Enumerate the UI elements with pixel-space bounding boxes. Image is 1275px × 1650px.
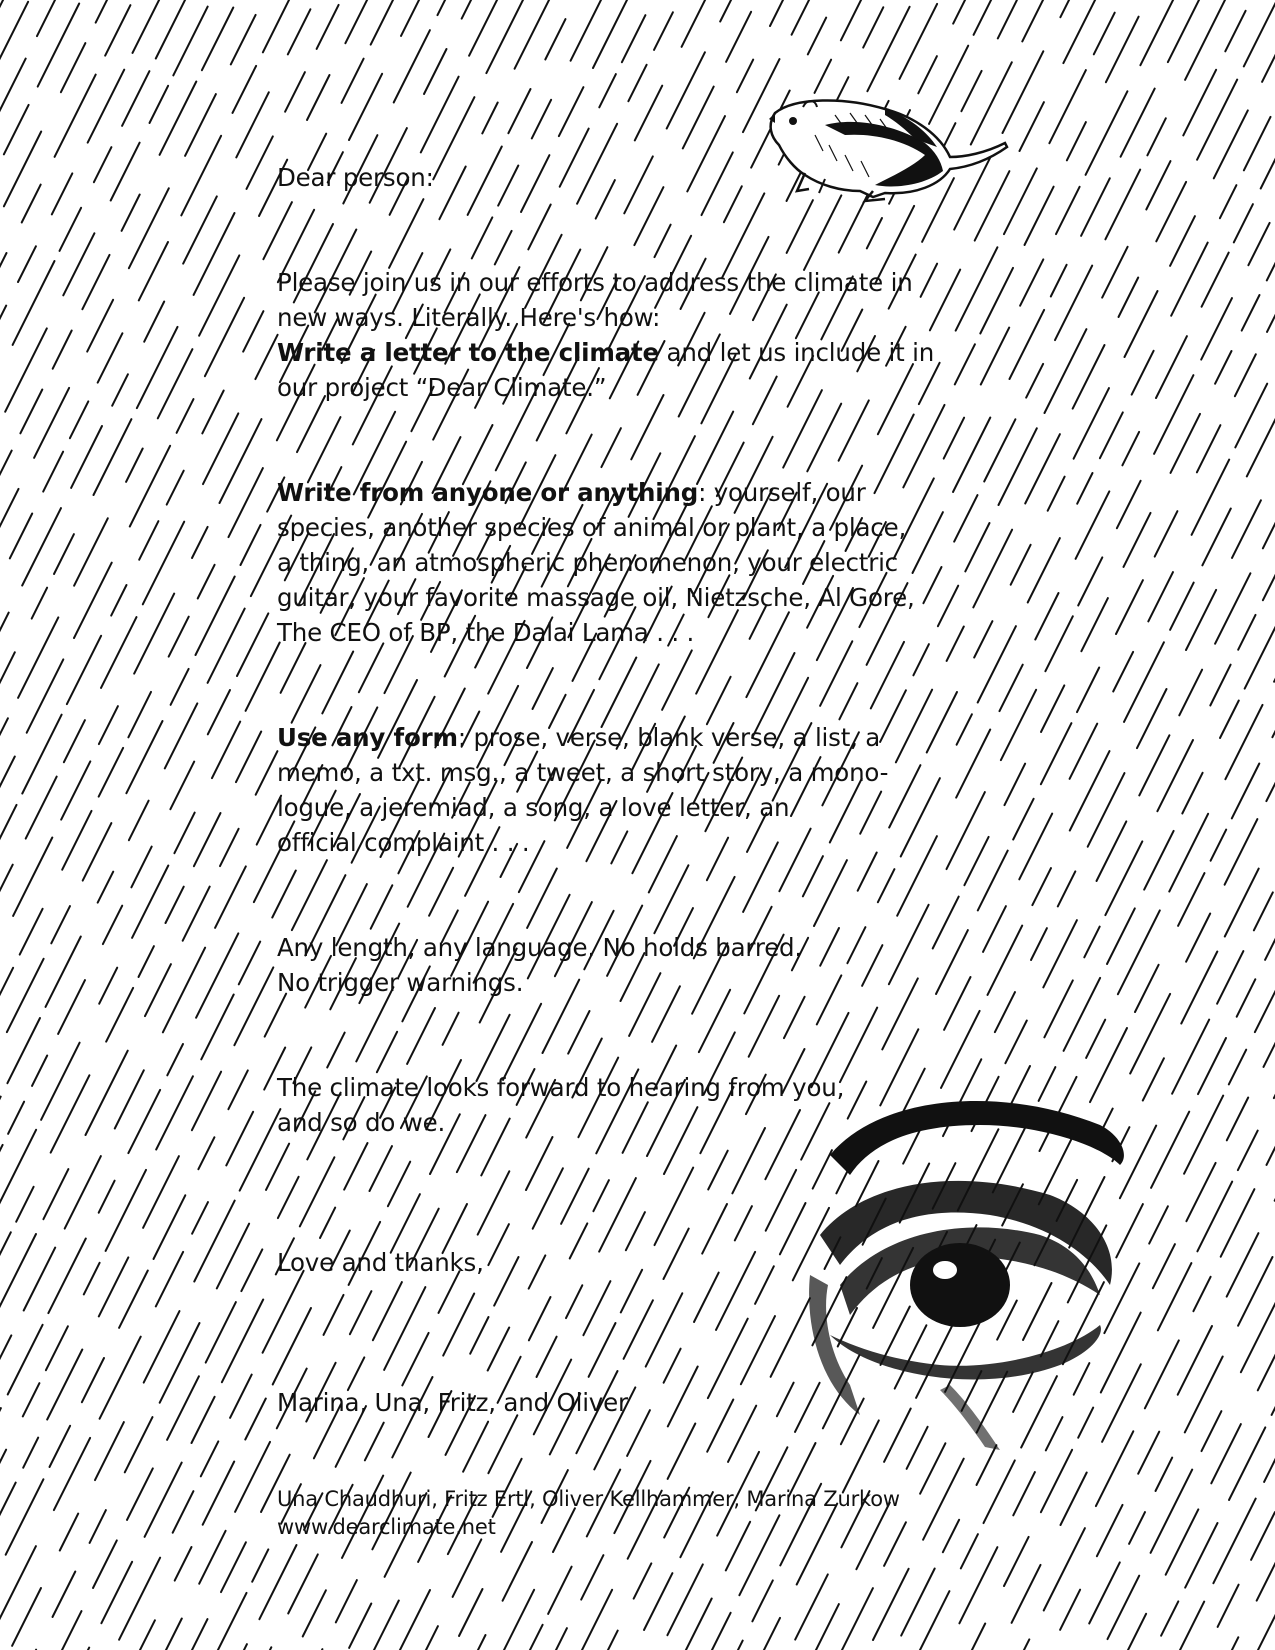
intro-emphasis: Write a letter to the climate xyxy=(277,338,659,367)
credits-block xyxy=(277,1485,1017,1541)
from-line-rest: : yourself, our xyxy=(698,478,866,507)
form-paragraph xyxy=(277,720,1017,860)
signers: Marina, Una, Fritz, and Oliver xyxy=(277,1388,628,1417)
intro-paragraph xyxy=(277,265,1017,405)
length-line: Any length, any language. No holds barred. xyxy=(277,933,803,962)
form-emphasis: Use any form xyxy=(277,723,458,752)
from-line xyxy=(277,475,1017,510)
salutation: Dear person: xyxy=(277,163,434,192)
from-emphasis: Write from anyone or anything xyxy=(277,478,699,507)
form-line: memo, a txt. msg., a tweet, a short story, a mono- xyxy=(277,758,889,787)
signoff: Love and thanks, xyxy=(277,1248,484,1277)
closing-line: The climate looks forward to hearing from you, xyxy=(277,1073,845,1102)
form-line xyxy=(277,720,1017,755)
length-line: No trigger warnings. xyxy=(277,968,524,997)
form-line: logue, a jeremiad, a song, a love letter, an xyxy=(277,793,790,822)
from-line: species, another species of animal or plant, a place, xyxy=(277,513,907,542)
credits: Una Chaudhuri, Fritz Ertl, Oliver Kellhammer, Marina Zurkow xyxy=(277,1487,900,1511)
form-line: official complaint . . . xyxy=(277,828,530,857)
closing-line: and so do we. xyxy=(277,1108,446,1137)
intro-line: Please join us in our efforts to address the climate in xyxy=(277,268,913,297)
intro-line xyxy=(277,335,1017,370)
from-line: a thing, an atmospheric phenomenon, your electric xyxy=(277,548,898,577)
closing-paragraph xyxy=(277,1070,1017,1140)
intro-line: our project “Dear Climate.” xyxy=(277,373,607,402)
form-line-rest: : prose, verse, blank verse, a list, a xyxy=(457,723,881,752)
from-line: The CEO of BP, the Dalai Lama . . . xyxy=(277,618,695,647)
intro-line: new ways. Literally. Here's how: xyxy=(277,303,661,332)
website-link[interactable]: www.dearclimate.net xyxy=(277,1515,496,1539)
length-paragraph xyxy=(277,930,1017,1000)
from-line: guitar, your favorite massage oil, Nietzsche, Al Gore, xyxy=(277,583,915,612)
intro-line-rest: and let us include it in xyxy=(658,338,935,367)
from-paragraph xyxy=(277,475,1017,650)
